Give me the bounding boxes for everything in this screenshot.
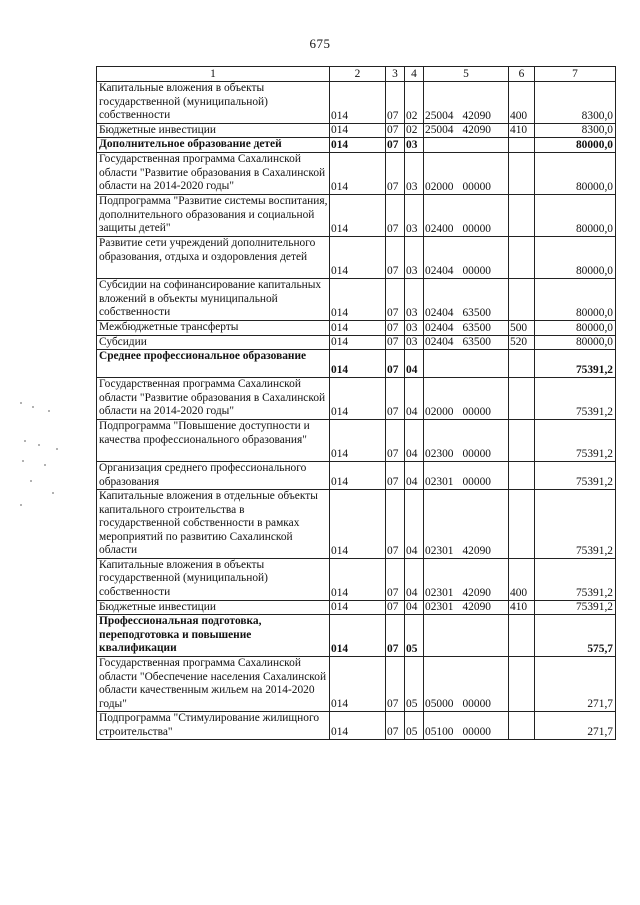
cell-section: 07	[386, 712, 405, 740]
scan-specks	[18, 400, 68, 510]
cell-amount: 75391,2	[535, 600, 616, 615]
cell-target-code	[424, 153, 509, 195]
cell-ministry: 014	[330, 153, 386, 195]
cell-article-code: 42090	[462, 544, 491, 557]
cell-subsection: 03	[405, 195, 424, 237]
table-row	[97, 279, 616, 321]
cell-name: Подпрограмма "Развитие системы воспитания, дополнительного образования и социальной защиты детей"	[97, 195, 330, 237]
header-col-5: 5	[424, 67, 509, 82]
cell-subsection: 02	[405, 82, 424, 124]
cell-type	[509, 420, 535, 462]
cell-article-code: 63500	[462, 307, 491, 319]
cell-article-code: 42090	[462, 124, 491, 136]
table-row	[97, 153, 616, 195]
cell-type: 520	[509, 335, 535, 350]
scan-speck	[30, 480, 32, 482]
cell-program-code: 02301	[425, 476, 454, 488]
table-row	[97, 195, 616, 237]
scan-speck	[20, 402, 22, 404]
cell-amount: 80000,0	[535, 195, 616, 237]
table-row	[97, 558, 616, 600]
cell-type	[509, 378, 535, 420]
scan-speck	[22, 460, 24, 462]
cell-amount: 80000,0	[535, 138, 616, 153]
table-row	[97, 490, 616, 559]
header-col-6: 6	[509, 67, 535, 82]
scan-speck	[20, 504, 22, 506]
cell-type: 410	[509, 123, 535, 138]
table-row	[97, 462, 616, 490]
cell-subsection: 05	[405, 657, 424, 712]
cell-amount: 271,7	[535, 657, 616, 712]
cell-article-code: 63500	[462, 336, 491, 348]
cell-section: 07	[386, 82, 405, 124]
cell-name: Среднее профессиональное образование	[97, 350, 330, 378]
cell-ministry: 014	[330, 195, 386, 237]
cell-type	[509, 350, 535, 378]
cell-ministry: 014	[330, 350, 386, 378]
cell-target-code	[424, 123, 509, 138]
table-row	[97, 82, 616, 124]
cell-target-code	[424, 462, 509, 490]
table-row	[97, 335, 616, 350]
header-row	[97, 67, 616, 82]
cell-section: 07	[386, 279, 405, 321]
cell-amount: 8300,0	[535, 123, 616, 138]
table-row	[97, 123, 616, 138]
cell-section: 07	[386, 321, 405, 336]
cell-type	[509, 279, 535, 321]
cell-program-code: 25004	[425, 109, 454, 122]
cell-target-code	[424, 657, 509, 712]
cell-subsection: 04	[405, 350, 424, 378]
cell-program-code: 02301	[425, 586, 454, 599]
scan-speck	[32, 406, 34, 408]
cell-target-code	[424, 321, 509, 336]
cell-program-code: 02301	[425, 544, 454, 557]
cell-article-code: 00000	[462, 406, 491, 418]
cell-name: Субсидии на софинансирование капитальных вложений в объекты муниципальной собственности	[97, 279, 330, 321]
table-row	[97, 615, 616, 657]
cell-type	[509, 237, 535, 279]
cell-section: 07	[386, 490, 405, 559]
cell-program-code: 05000	[425, 698, 454, 710]
cell-article-code: 42090	[462, 601, 491, 613]
cell-name: Бюджетные инвестиции	[97, 600, 330, 615]
cell-target-code	[424, 350, 509, 378]
cell-target-code	[424, 195, 509, 237]
cell-subsection: 03	[405, 335, 424, 350]
cell-subsection: 04	[405, 378, 424, 420]
cell-ministry: 014	[330, 123, 386, 138]
cell-section: 07	[386, 615, 405, 657]
cell-section: 07	[386, 138, 405, 153]
cell-ministry: 014	[330, 462, 386, 490]
cell-name: Капитальные вложения в объекты государственной (муниципальной) собственности	[97, 558, 330, 600]
scan-speck	[52, 492, 54, 494]
cell-ministry: 014	[330, 657, 386, 712]
cell-ministry: 014	[330, 600, 386, 615]
cell-program-code: 02400	[425, 223, 454, 235]
cell-amount: 75391,2	[535, 378, 616, 420]
table-row	[97, 321, 616, 336]
header-col-3: 3	[386, 67, 405, 82]
table-row	[97, 237, 616, 279]
cell-amount: 80000,0	[535, 237, 616, 279]
cell-subsection: 03	[405, 138, 424, 153]
cell-name: Межбюджетные трансферты	[97, 321, 330, 336]
table-row	[97, 600, 616, 615]
cell-section: 07	[386, 153, 405, 195]
cell-amount: 271,7	[535, 712, 616, 740]
cell-article-code: 00000	[462, 181, 491, 193]
cell-section: 07	[386, 558, 405, 600]
cell-program-code: 25004	[425, 124, 454, 136]
cell-type: 400	[509, 558, 535, 600]
cell-ministry: 014	[330, 420, 386, 462]
cell-name: Государственная программа Сахалинской области "Обеспечение населения Сахалинской области качественным жильем на 2014-2020 годы"	[97, 657, 330, 712]
cell-subsection: 03	[405, 237, 424, 279]
cell-type: 400	[509, 82, 535, 124]
cell-ministry: 014	[330, 279, 386, 321]
scan-speck	[38, 444, 40, 446]
cell-ministry: 014	[330, 712, 386, 740]
cell-article-code: 42090	[462, 109, 491, 122]
cell-amount: 75391,2	[535, 350, 616, 378]
cell-amount: 575,7	[535, 615, 616, 657]
cell-target-code	[424, 335, 509, 350]
cell-ministry: 014	[330, 138, 386, 153]
cell-name: Капитальные вложения в отдельные объекты капитального строительства в государственной собственности в рамках мероприятий по развитию Сахалинской области	[97, 490, 330, 559]
cell-name: Подпрограмма "Повышение доступности и качества профессионального образования"	[97, 420, 330, 462]
header-col-2: 2	[330, 67, 386, 82]
cell-section: 07	[386, 378, 405, 420]
cell-target-code	[424, 420, 509, 462]
cell-section: 07	[386, 600, 405, 615]
cell-subsection: 02	[405, 123, 424, 138]
scan-speck	[44, 464, 46, 466]
table-row	[97, 378, 616, 420]
header-col-7: 7	[535, 67, 616, 82]
cell-name: Государственная программа Сахалинской области "Развитие образования в Сахалинской области на 2014-2020 годы"	[97, 153, 330, 195]
table-row	[97, 420, 616, 462]
cell-section: 07	[386, 237, 405, 279]
cell-subsection: 04	[405, 558, 424, 600]
cell-section: 07	[386, 123, 405, 138]
cell-name: Подпрограмма "Стимулирование жилищного строительства"	[97, 712, 330, 740]
cell-subsection: 04	[405, 490, 424, 559]
table-row	[97, 138, 616, 153]
cell-type	[509, 153, 535, 195]
cell-amount: 80000,0	[535, 279, 616, 321]
cell-name: Государственная программа Сахалинской области "Развитие образования в Сахалинской области на 2014-2020 годы"	[97, 378, 330, 420]
cell-article-code: 00000	[462, 698, 491, 710]
cell-section: 07	[386, 657, 405, 712]
header-col-1: 1	[97, 67, 330, 82]
cell-type	[509, 462, 535, 490]
cell-subsection: 04	[405, 600, 424, 615]
cell-subsection: 04	[405, 462, 424, 490]
cell-name: Дополнительное образование детей	[97, 138, 330, 153]
table-row	[97, 350, 616, 378]
cell-subsection: 05	[405, 615, 424, 657]
cell-ministry: 014	[330, 335, 386, 350]
cell-target-code	[424, 600, 509, 615]
cell-amount: 80000,0	[535, 321, 616, 336]
cell-ministry: 014	[330, 490, 386, 559]
cell-article-code: 00000	[462, 476, 491, 488]
cell-type: 500	[509, 321, 535, 336]
cell-program-code: 02404	[425, 321, 454, 334]
cell-type	[509, 138, 535, 153]
cell-subsection: 04	[405, 420, 424, 462]
cell-program-code: 02404	[425, 336, 454, 348]
cell-article-code: 00000	[462, 448, 491, 460]
cell-program-code: 02404	[425, 265, 454, 277]
cell-program-code: 05100	[425, 726, 454, 738]
cell-name: Развитие сети учреждений дополнительного образования, отдыха и оздоровления детей	[97, 237, 330, 279]
cell-target-code	[424, 279, 509, 321]
cell-section: 07	[386, 462, 405, 490]
cell-section: 07	[386, 350, 405, 378]
cell-type	[509, 195, 535, 237]
cell-target-code	[424, 138, 509, 153]
cell-ministry: 014	[330, 558, 386, 600]
table-row	[97, 657, 616, 712]
header-col-4: 4	[405, 67, 424, 82]
cell-article-code: 00000	[462, 726, 491, 738]
cell-target-code	[424, 558, 509, 600]
table-body	[97, 82, 616, 740]
budget-table	[96, 66, 616, 740]
cell-name: Бюджетные инвестиции	[97, 123, 330, 138]
cell-subsection: 03	[405, 153, 424, 195]
cell-program-code: 02300	[425, 448, 454, 460]
cell-amount: 75391,2	[535, 420, 616, 462]
cell-amount: 75391,2	[535, 462, 616, 490]
cell-program-code: 02404	[425, 307, 454, 319]
cell-ministry: 014	[330, 321, 386, 336]
cell-program-code: 02000	[425, 181, 454, 193]
cell-subsection: 03	[405, 279, 424, 321]
cell-name: Капитальные вложения в объекты государственной (муниципальной) собственности	[97, 82, 330, 124]
cell-program-code: 02301	[425, 601, 454, 613]
cell-type	[509, 615, 535, 657]
cell-subsection: 03	[405, 321, 424, 336]
cell-type	[509, 657, 535, 712]
cell-type: 410	[509, 600, 535, 615]
cell-subsection: 05	[405, 712, 424, 740]
scan-speck	[56, 448, 58, 450]
cell-amount: 8300,0	[535, 82, 616, 124]
cell-article-code: 63500	[462, 321, 491, 334]
cell-target-code	[424, 615, 509, 657]
cell-target-code	[424, 237, 509, 279]
cell-article-code: 00000	[462, 265, 491, 277]
cell-target-code	[424, 82, 509, 124]
cell-amount: 80000,0	[535, 153, 616, 195]
cell-type	[509, 490, 535, 559]
cell-target-code	[424, 490, 509, 559]
cell-name: Профессиональная подготовка, переподготовка и повышение квалификации	[97, 615, 330, 657]
cell-ministry: 014	[330, 82, 386, 124]
cell-target-code	[424, 378, 509, 420]
cell-type	[509, 712, 535, 740]
page-number: 675	[309, 36, 331, 51]
scan-speck	[48, 410, 50, 412]
cell-article-code: 42090	[462, 586, 491, 599]
cell-ministry: 014	[330, 237, 386, 279]
cell-program-code: 02000	[425, 406, 454, 418]
cell-name: Организация среднего профессионального образования	[97, 462, 330, 490]
scan-speck	[24, 440, 26, 442]
cell-name: Субсидии	[97, 335, 330, 350]
cell-amount: 75391,2	[535, 490, 616, 559]
cell-section: 07	[386, 195, 405, 237]
cell-target-code	[424, 712, 509, 740]
cell-article-code: 00000	[462, 223, 491, 235]
cell-amount: 75391,2	[535, 558, 616, 600]
cell-section: 07	[386, 335, 405, 350]
cell-section: 07	[386, 420, 405, 462]
cell-ministry: 014	[330, 378, 386, 420]
table-row	[97, 712, 616, 740]
cell-amount: 80000,0	[535, 335, 616, 350]
cell-ministry: 014	[330, 615, 386, 657]
